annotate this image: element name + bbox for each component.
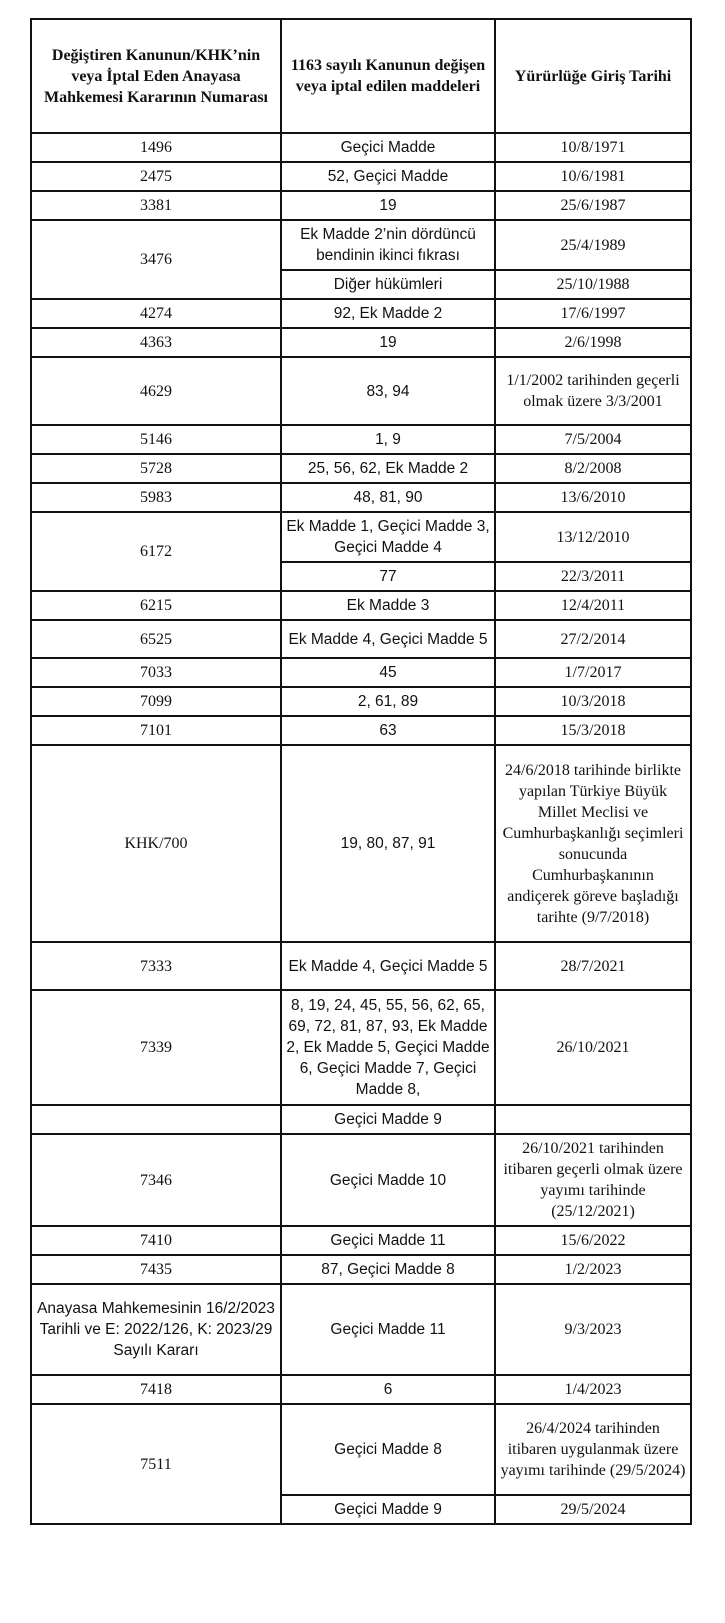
- law-number-cell: 4629: [31, 357, 281, 425]
- effective-date-cell: 13/6/2010: [495, 483, 691, 512]
- law-number-cell: 7346: [31, 1134, 281, 1226]
- articles-cell: Geçici Madde 9: [281, 1495, 495, 1524]
- effective-date-cell: 15/6/2022: [495, 1226, 691, 1255]
- effective-date-cell: [495, 1105, 691, 1134]
- table-row: [31, 133, 691, 162]
- effective-date-cell: 29/5/2024: [495, 1495, 691, 1524]
- effective-date-cell: 1/2/2023: [495, 1255, 691, 1284]
- effective-date-cell: 27/2/2014: [495, 620, 691, 658]
- table-row: [31, 1134, 691, 1226]
- table-row: [31, 591, 691, 620]
- table-body: [31, 133, 691, 1524]
- articles-cell: Ek Madde 1, Geçici Madde 3, Geçici Madde 4: [281, 512, 495, 562]
- effective-date-cell: 10/8/1971: [495, 133, 691, 162]
- table-row: [31, 658, 691, 687]
- effective-date-cell: 22/3/2011: [495, 562, 691, 591]
- table-row: [31, 942, 691, 990]
- articles-cell: 92, Ek Madde 2: [281, 299, 495, 328]
- articles-cell: Ek Madde 4, Geçici Madde 5: [281, 620, 495, 658]
- effective-date-cell: 26/4/2024 tarihinden itibaren uygulanmak üzere yayımı tarihinde (29/5/2024): [495, 1404, 691, 1495]
- table-row: [31, 1404, 691, 1495]
- amendment-table: [30, 18, 692, 1525]
- articles-cell: Geçici Madde 11: [281, 1226, 495, 1255]
- law-number-cell: 4274: [31, 299, 281, 328]
- law-number-cell: 7339: [31, 990, 281, 1105]
- effective-date-cell: 7/5/2004: [495, 425, 691, 454]
- table-row: [31, 357, 691, 425]
- table-row: [31, 1105, 691, 1134]
- articles-cell: Geçici Madde 11: [281, 1284, 495, 1375]
- table-row: [31, 454, 691, 483]
- law-number-cell: 6215: [31, 591, 281, 620]
- law-number-cell: 7418: [31, 1375, 281, 1404]
- articles-cell: 87, Geçici Madde 8: [281, 1255, 495, 1284]
- header-effective-date: Yürürlüğe Giriş Tarihi: [495, 19, 691, 133]
- law-number-cell: 1496: [31, 133, 281, 162]
- table-row: [31, 483, 691, 512]
- articles-cell: 83, 94: [281, 357, 495, 425]
- law-number-cell: 7333: [31, 942, 281, 990]
- law-number-cell: 7101: [31, 716, 281, 745]
- law-number-cell: 6172: [31, 512, 281, 591]
- effective-date-cell: 13/12/2010: [495, 512, 691, 562]
- articles-cell: Geçici Madde 10: [281, 1134, 495, 1226]
- articles-cell: 63: [281, 716, 495, 745]
- table-row: [31, 620, 691, 658]
- table-row: [31, 512, 691, 562]
- table-row: [31, 191, 691, 220]
- table-row: [31, 425, 691, 454]
- effective-date-cell: 9/3/2023: [495, 1284, 691, 1375]
- articles-cell: Geçici Madde: [281, 133, 495, 162]
- effective-date-cell: 17/6/1997: [495, 299, 691, 328]
- table-row: [31, 220, 691, 270]
- table-row: [31, 1284, 691, 1375]
- effective-date-cell: 12/4/2011: [495, 591, 691, 620]
- table-row: [31, 745, 691, 942]
- articles-cell: 77: [281, 562, 495, 591]
- effective-date-cell: 26/10/2021: [495, 990, 691, 1105]
- articles-cell: 1, 9: [281, 425, 495, 454]
- effective-date-cell: 28/7/2021: [495, 942, 691, 990]
- table-row: [31, 328, 691, 357]
- table-row: [31, 687, 691, 716]
- table-row: [31, 1255, 691, 1284]
- law-number-cell: [31, 1105, 281, 1134]
- effective-date-cell: 25/4/1989: [495, 220, 691, 270]
- law-number-cell: 3476: [31, 220, 281, 299]
- table-row: [31, 162, 691, 191]
- law-number-cell: 5146: [31, 425, 281, 454]
- law-number-cell: 7099: [31, 687, 281, 716]
- law-number-cell: 7435: [31, 1255, 281, 1284]
- law-number-cell: 3381: [31, 191, 281, 220]
- articles-cell: 52, Geçici Madde: [281, 162, 495, 191]
- table-row: [31, 299, 691, 328]
- effective-date-cell: 25/6/1987: [495, 191, 691, 220]
- articles-cell: 8, 19, 24, 45, 55, 56, 62, 65, 69, 72, 81, 87, 93, Ek Madde 2, Ek Madde 5, Geçici Madde 6, Geçici Madde 7, Geçici Madde 8,: [281, 990, 495, 1105]
- law-number-cell: 7033: [31, 658, 281, 687]
- articles-cell: 19: [281, 191, 495, 220]
- effective-date-cell: 24/6/2018 tarihinde birlikte yapılan Türkiye Büyük Millet Meclisi ve Cumhurbaşkanlığı seçimleri sonucunda Cumhurbaşkanının andiçerek göreve başladığı tarihte (9/7/2018): [495, 745, 691, 942]
- law-number-cell: Anayasa Mahkemesinin 16/2/2023 Tarihli ve E: 2022/126, K: 2023/29 Sayılı Kararı: [31, 1284, 281, 1375]
- law-number-cell: 5983: [31, 483, 281, 512]
- effective-date-cell: 1/1/2002 tarihinden geçerli olmak üzere 3/3/2001: [495, 357, 691, 425]
- effective-date-cell: 1/4/2023: [495, 1375, 691, 1404]
- table-row: [31, 1226, 691, 1255]
- law-number-cell: 6525: [31, 620, 281, 658]
- header-articles: 1163 sayılı Kanunun değişen veya iptal edilen maddeleri: [281, 19, 495, 133]
- articles-cell: Geçici Madde 9: [281, 1105, 495, 1134]
- law-number-cell: 7410: [31, 1226, 281, 1255]
- effective-date-cell: 26/10/2021 tarihinden itibaren geçerli olmak üzere yayımı tarihinde (25/12/2021): [495, 1134, 691, 1226]
- articles-cell: Ek Madde 2’nin dördüncü bendinin ikinci fıkrası: [281, 220, 495, 270]
- header-row: [31, 19, 691, 133]
- table-row: [31, 716, 691, 745]
- effective-date-cell: 25/10/1988: [495, 270, 691, 299]
- effective-date-cell: 15/3/2018: [495, 716, 691, 745]
- articles-cell: 25, 56, 62, Ek Madde 2: [281, 454, 495, 483]
- articles-cell: 45: [281, 658, 495, 687]
- effective-date-cell: 10/3/2018: [495, 687, 691, 716]
- articles-cell: 2, 61, 89: [281, 687, 495, 716]
- effective-date-cell: 10/6/1981: [495, 162, 691, 191]
- effective-date-cell: 8/2/2008: [495, 454, 691, 483]
- law-number-cell: 5728: [31, 454, 281, 483]
- law-number-cell: 4363: [31, 328, 281, 357]
- law-number-cell: 7511: [31, 1404, 281, 1524]
- articles-cell: 6: [281, 1375, 495, 1404]
- articles-cell: 19, 80, 87, 91: [281, 745, 495, 942]
- law-number-cell: KHK/700: [31, 745, 281, 942]
- articles-cell: 19: [281, 328, 495, 357]
- table-row: [31, 990, 691, 1105]
- effective-date-cell: 1/7/2017: [495, 658, 691, 687]
- articles-cell: Ek Madde 4, Geçici Madde 5: [281, 942, 495, 990]
- articles-cell: Diğer hükümleri: [281, 270, 495, 299]
- articles-cell: Ek Madde 3: [281, 591, 495, 620]
- header-law-number: Değiştiren Kanunun/KHK’nin veya İptal Eden Anayasa Mahkemesi Kararının Numarası: [31, 19, 281, 133]
- effective-date-cell: 2/6/1998: [495, 328, 691, 357]
- articles-cell: 48, 81, 90: [281, 483, 495, 512]
- articles-cell: Geçici Madde 8: [281, 1404, 495, 1495]
- table-row: [31, 1375, 691, 1404]
- law-number-cell: 2475: [31, 162, 281, 191]
